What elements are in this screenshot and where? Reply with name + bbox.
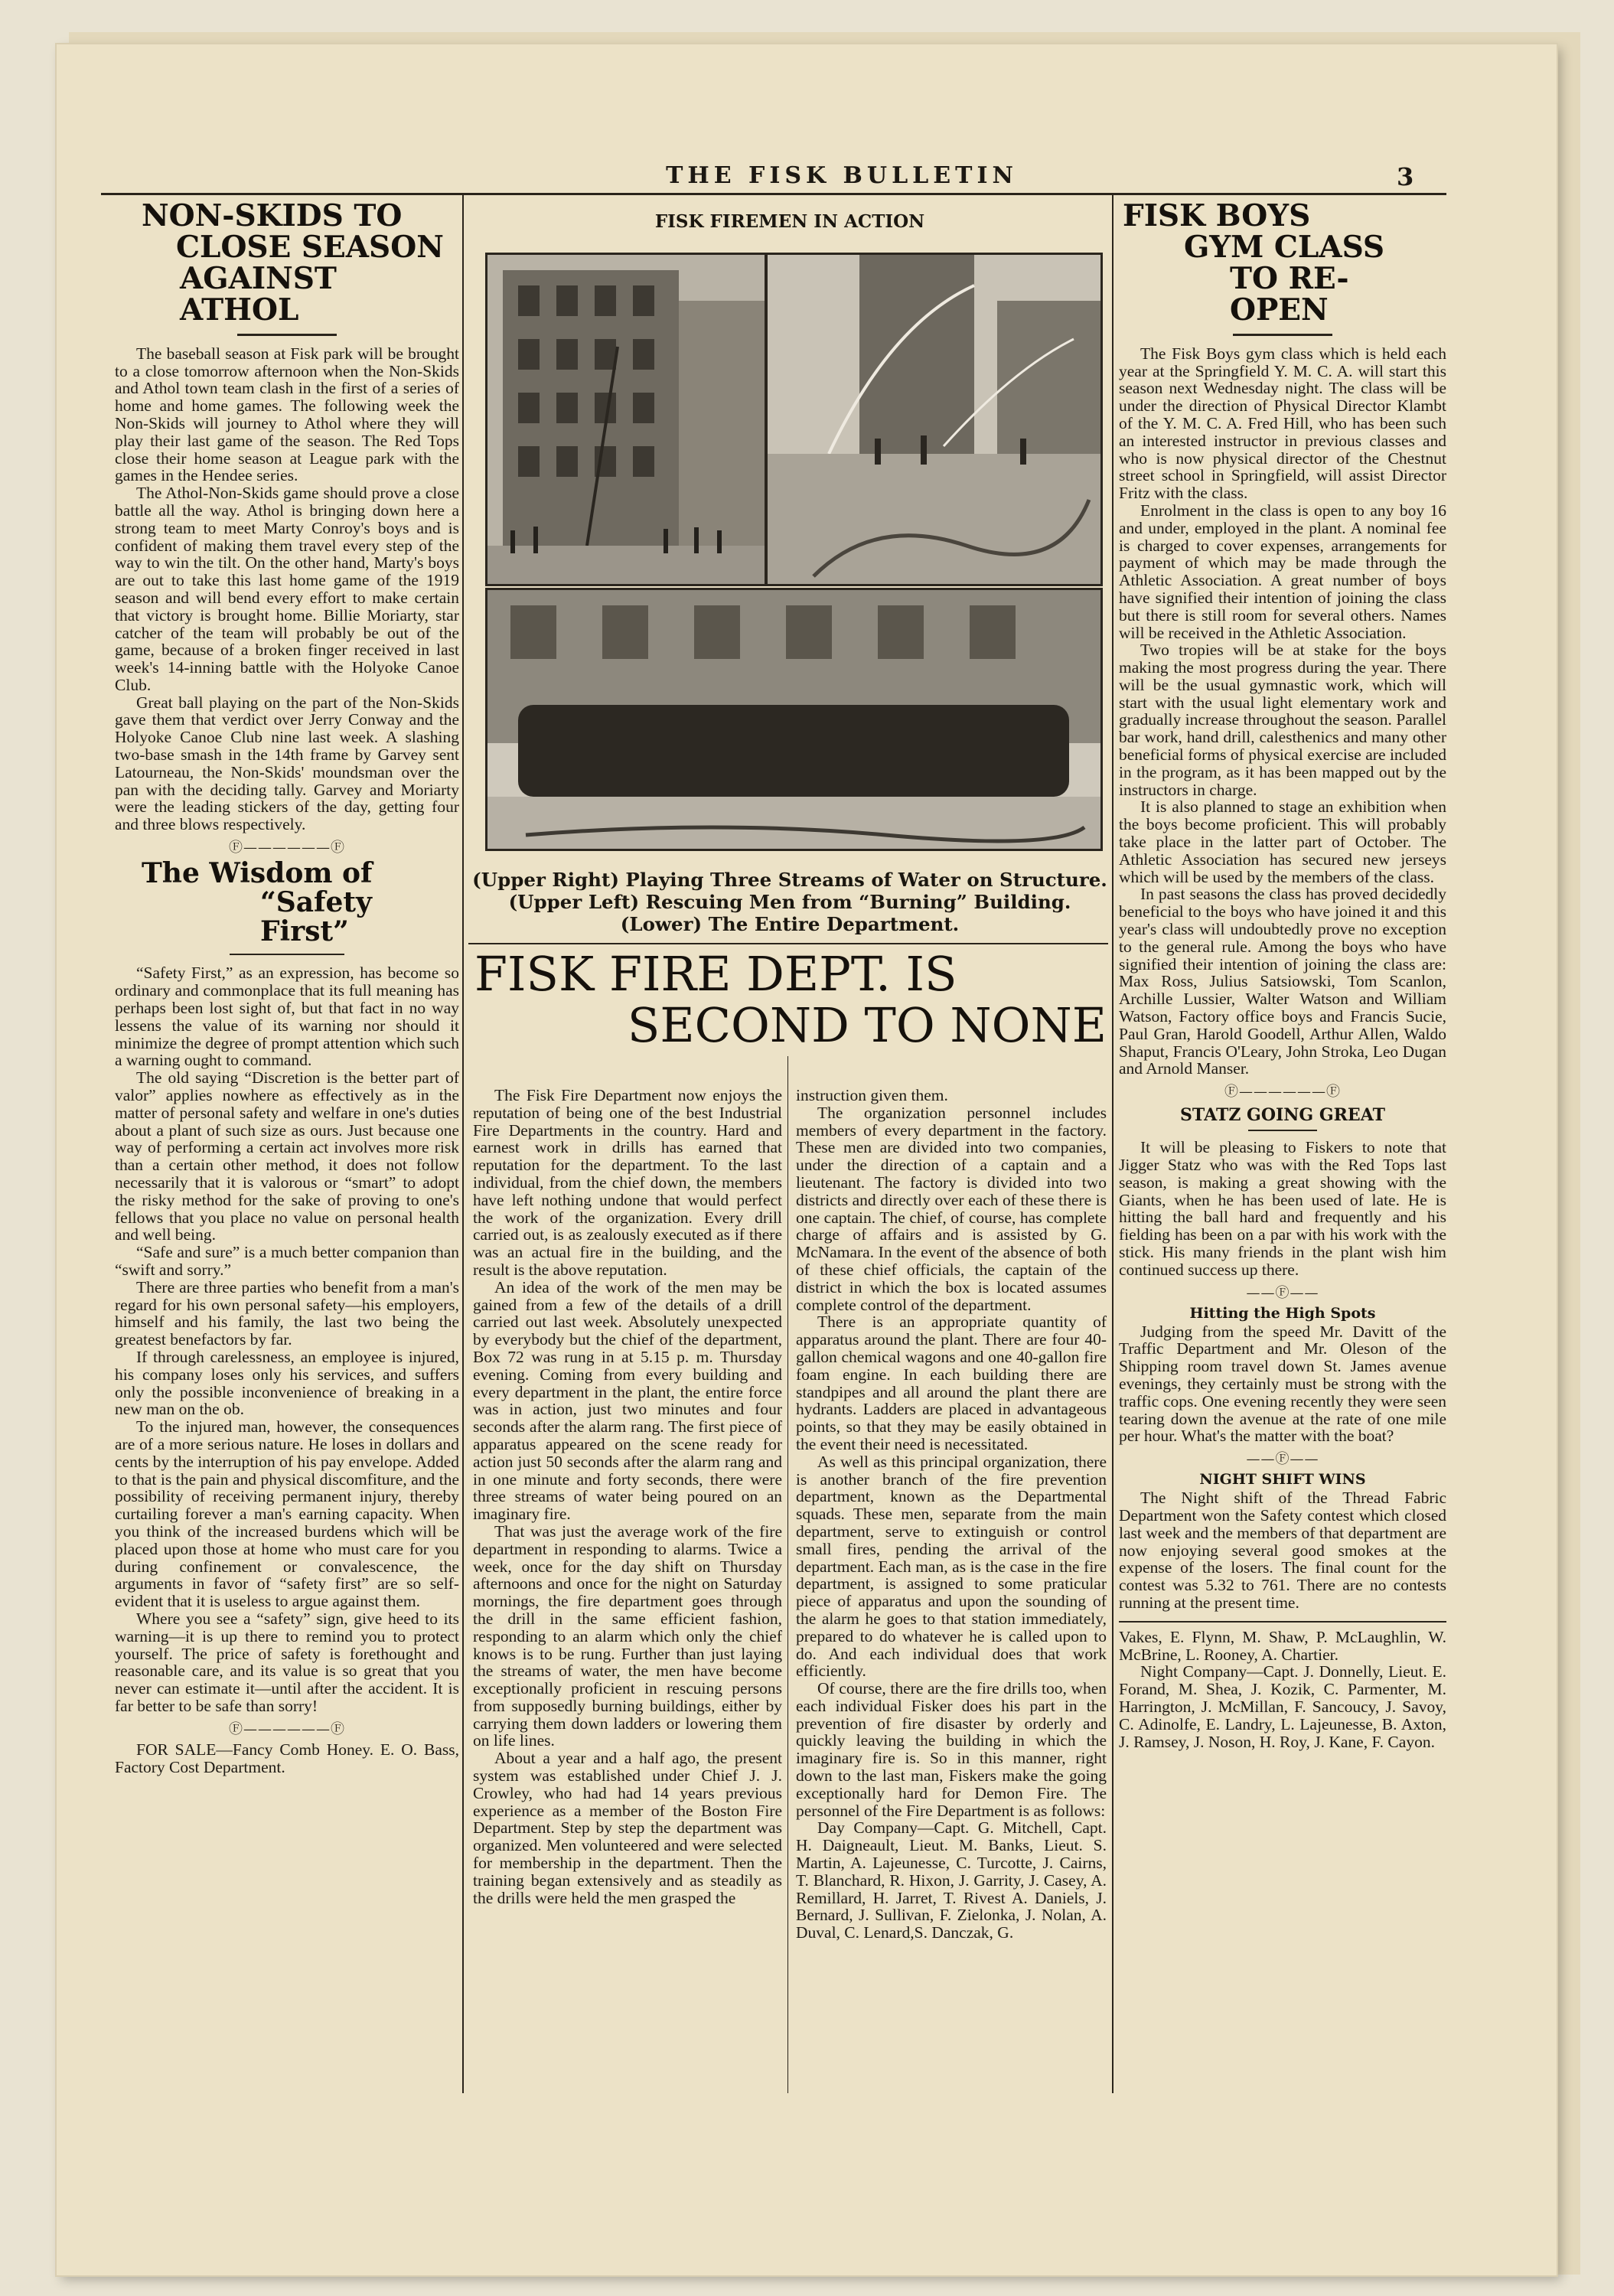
- paragraph: The Athol-Non-Skids game should prove a close battle all the way. Athol is bringing down here a strong team to meet Marty Conroy's boys and is confident of making them travel every step of the way to win the tilt. On the other hand, Marty's boys are out to take this last home game of the 1919 season and will bend every effort to make certain that victory is brought home. Billie Moriarty, star catcher of the team will probably be out of the game, because of a broken finger received in last week's 14-inning battle with the Holyoke Canoe Club.: [115, 484, 459, 694]
- masthead-rule: [101, 193, 1446, 195]
- paragraph: Day Company—Capt. G. Mitchell, Capt. H. Daigneault, Lieut. M. Banks, Lieut. S. Martin, A. Lajeunesse, C. Turcotte, J. Cairns, T. Blanchard, R. Hixon, J. Garrity, J. Casey, A. Remillard, H. Jarret, T. Rivest A. Daniels, J. Bernard, J. Sullivan, F. Zielonka, J. Nolan, A. Duval, C. Lenard,S. Danczak, G.: [796, 1818, 1107, 1942]
- paragraph: The old saying “Discretion is the better part of valor” applies nowhere as effectively as in the matter of personal safety and welfare in one's duties about a plant of such size as ours. Just because one way of performing a certain act involves more risk than a certain other method, it does not follow necessarily that it is valorous or “smart” to adopt the risky method for the sake of proving to one's fellows that you place no value on personal health and well being.: [115, 1068, 459, 1244]
- paragraph: About a year and a half ago, the present system was established under Chief J. J. Crowley, who had had 14 years previous experience as a member of the Boston Fire Department. Step by step the department was organized. Men volunteered and were selected for membership in the department. Then the training began extensively and as steadily as the drills were held the men grasped the: [473, 1749, 782, 1907]
- right-column: [1119, 198, 1446, 1751]
- gym-headline: [1119, 198, 1446, 328]
- caption-line: (Lower) The Entire Department.: [620, 913, 960, 935]
- paragraph: It will be pleasing to Fiskers to note that Jigger Statz who was with the Red Tops last season, is making a great showing with the Giants, when he has been used of late. He is hitting the ball hard and frequently and his fielding has been on a par with his work with the stick. His many friends in the plant wish him continued success up there.: [1119, 1138, 1446, 1279]
- fire-dept-article-col2: [796, 1087, 1107, 1942]
- safety-headline: [115, 859, 459, 946]
- paragraph: The baseball season at Fisk park will be brought to a close tomorrow afternoon when the Non-Skids and Athol town team clash in the first of a series of home and home games. The following week the Non-Skids will journey to Athol where they will play their last game of the season. The Red Tops close their home season at League park with the games in the Hendee series.: [115, 344, 459, 485]
- fire-dept-article-col1: [473, 1087, 782, 1906]
- classified-ad: [115, 1741, 459, 1776]
- paragraph: The Fisk Fire Department now enjoys the reputation of being one of the best Industrial Fire Departments in the country. Hard and earnest work in drills has earned that reputation for the department. To the last individual, from the chief down, the members have left nothing undone that would perfect the work of the organization. Every drill carried out, is as zealously executed as if there was an actual fire in the building, and the result is the above reputation.: [473, 1086, 782, 1279]
- high-spots-article: [1119, 1323, 1446, 1446]
- paragraph: Judging from the speed Mr. Davitt of the Traffic Department and Mr. Oleson of the Shipping room travel down St. James avenue evenings, they certainly must be strong with the traffic cops. One evening recently they were seen tearing down the avenue at the rate of one mile per hour. What's the matter with the boat?: [1119, 1322, 1446, 1446]
- headline-rule: [1248, 1130, 1317, 1131]
- safety-article: [115, 964, 459, 1714]
- paragraph: There are three parties who benefit from a man's regard for his own personal safety—his employers, himself and his family, the last two being the greatest benefactors by far.: [115, 1277, 459, 1349]
- photo-department: [485, 588, 1103, 851]
- paragraph: Vakes, E. Flynn, M. Shaw, P. McLaughlin, W. McBrine, L. Rooney, A. Chartier.: [1119, 1627, 1446, 1664]
- rescue-photo-illustration: [487, 255, 765, 584]
- paragraph: An idea of the work of the men may be gained from a few of the details of a drill carried out last week. Absolutely unexpected by everybody but the chief of the department, Box 72 was rung in at 5.15 p. m. Thursday evening. Coming from every building and every department in the plant, the entire force was in action, just two minutes and four seconds after the alarm rang. The first piece of apparatus appeared on the scene ready for action just 50 seconds after the alarm rang and in one minute and forty seconds, there were three streams of water being poured on an imaginary fire.: [473, 1277, 782, 1524]
- nonskids-article: [115, 345, 459, 833]
- headline-rule: [1233, 334, 1332, 336]
- paragraph: That was just the average work of the fire department in responding to alarms. Twice a week, once for the day shift on Thursday afternoons and once for the night on Saturday mornings, the fire department goes through the drill in the same efficient fashion, responding to an alarm which only the chief knows is to be rung. Further than just laying the streams of water, the men have become exceptionally proficient in rescuing persons from supposedly burning buildings, either by carrying them down ladders or lowering them on life lines.: [473, 1521, 782, 1750]
- masthead-title: THE FISK BULLETIN: [666, 162, 1018, 189]
- paragraph: instruction given them.: [796, 1086, 948, 1104]
- photo-title: FISK FIREMEN IN ACTION: [654, 211, 925, 232]
- section-separator: Ⓕ——————Ⓕ: [229, 1720, 345, 1737]
- headline-line: FISK BOYS: [1123, 198, 1311, 233]
- paragraph: The organization personnel includes members of every department in the factory. These men are divided into two companies, under the direction of a captain and a lieutenant. The factory is divided into two districts and directly over each of these there is one captain. The chief, of course, has complete charge of affairs and is assisted by G. McNamara. In the event of the absence of both of these chief officials, the captain of the district in which the box is located assumes complete control of the department.: [796, 1103, 1107, 1314]
- column-rule-center: [787, 1056, 788, 2093]
- column-rule-left: [462, 195, 464, 2093]
- photo-streams: [765, 253, 1103, 586]
- section-separator: ——Ⓕ——: [1246, 1284, 1319, 1301]
- statz-article: [1119, 1139, 1446, 1278]
- night-shift-article: [1119, 1489, 1446, 1612]
- paragraph: “Safety First,” as an expression, has become so ordinary and commonplace that its full meaning has perhaps been lost sight of, but that fact in no way lessens the value of its warning nor should it minimize the degree of prompt attention which such a warning ought to command.: [115, 964, 459, 1070]
- paragraph: Enrolment in the class is open to any boy 16 and under, employed in the plant. A nominal fee is charged to cover expenses, arrangements for payment of which may be made through the Athletic Association. A great number of boys have signified their intention of joining the class but there is still room for several others. Names will be received in the Athletic Association.: [1119, 501, 1446, 642]
- department-photo-illustration: [487, 590, 1100, 849]
- headline-line: GYM CLASS: [1184, 229, 1385, 265]
- paragraph: The Fisk Boys gym class which is held each year at the Springfield Y. M. C. A. will start this season next Wednesday night. The class will be under the direction of Physical Director Klambt of the Y. M. C. A. Fred Hill, who has been such an interested instructor in previous classes and who is now physical director of the Chestnut street school in Springfield, will assist Director Fritz with the class.: [1119, 344, 1446, 503]
- night-shift-headline: NIGHT SHIFT WINS: [1199, 1471, 1366, 1489]
- paragraph: “Safe and sure” is a much better companion than “swift and sorry.”: [115, 1243, 459, 1279]
- headline-line: The Wisdom of: [142, 857, 373, 890]
- headline-line: NON-SKIDS TO: [142, 198, 403, 233]
- paragraph: To the injured man, however, the consequences are of a more serious nature. He loses in dollars and cents by the interruption of his pay envelope. Added to that is the pain and physical discomfiture, and the possibility of receiving permanent injury, thereby curtailing forever a man's earning capacity. When you think of the increased burdens which will be placed upon those at home who must care for you during confinement or convalescence, the arguments in favor of “safety first” are so self-evident that it is useless to argue against them.: [115, 1417, 459, 1611]
- fire-dept-headline: [468, 946, 1111, 1053]
- page-number: 3: [1397, 162, 1414, 191]
- column-rule-right: [1112, 195, 1113, 2093]
- paragraph: Of course, there are the fire drills too, when each individual Fisker does his part in the prevention of fire disaster by orderly and quickly leaving the building in which the imaginary fire is. So in this manner, right down to the last man, Fiskers make the going exceptionally hard for Demon Fire. The personnel of the Fire Department is as follows:: [796, 1679, 1107, 1820]
- section-separator: Ⓕ——————Ⓕ: [229, 840, 345, 856]
- headline-line: TO RE-OPEN: [1230, 260, 1349, 328]
- paragraph: As well as this principal organization, there is another branch of the fire prevention department, known as the Departmental squads. These men, separate from the main department, serve to extinguish or control small fires, pending the arrival of the department. Each man, as is the case in the fire department, is assigned to some praticular piece of apparatus and upon the sounding of the alarm he goes to that station immediately, prepared to do whatever he is called upon to do. And each individual does that work efficiently.: [796, 1452, 1107, 1681]
- headline-line: SECOND TO NONE: [627, 996, 1107, 1053]
- statz-headline: STATZ GOING GREAT: [1180, 1105, 1385, 1126]
- paragraph: If through carelessness, an employee is injured, his company loses only his services, and suffers only the possible inconvenience of breaking in a new man on the ob.: [115, 1347, 459, 1419]
- section-separator: Ⓕ——————Ⓕ: [1224, 1084, 1341, 1101]
- paragraph: FOR SALE—Fancy Comb Honey. E. O. Bass, Factory Cost Department.: [115, 1740, 459, 1776]
- headline-line: “Safety First”: [260, 885, 372, 947]
- paragraph: Two tropies will be at stake for the boys making the most progress during the year. There will be the usual gymnastic work, which will start with the usual light elementary work and gradually increase throughout the season. Parallel bar work, hand drill, calesthenics and many other beneficial forms of physical exercise are included in the program, as it has been mapped out by the instructors in charge.: [1119, 641, 1446, 799]
- left-column: [115, 198, 459, 1776]
- headline-rule: [230, 954, 344, 955]
- photo-caption: [468, 869, 1111, 935]
- headline-line: FISK FIRE DEPT. IS: [474, 946, 957, 1002]
- headline-line: AGAINST ATHOL: [180, 260, 337, 328]
- streams-photo-illustration: [768, 255, 1100, 584]
- gym-article: [1119, 345, 1446, 1078]
- paragraph: Great ball playing on the part of the Non-Skids gave them that verdict over Jerry Conway and the Holyoke Canoe Club nine last week. A slashing two-base smash in the 14th frame by Garvey sent Latourneau, the Non-Skids' moundsman over the pan with the deciding tally. Garvey and Moriarty were the leading stickers of the day, getting four and three blows respectively.: [115, 693, 459, 834]
- paragraph: The Night shift of the Thread Fabric Department won the Safety contest which closed last week and the members of that department are now enjoying several good smokes at the expense of the losers. The final count for the contest was 5.32 to 761. There are no contests running at the present time.: [1119, 1489, 1446, 1612]
- fire-dept-continued: [1119, 1629, 1446, 1751]
- caption-line: (Upper Right) Playing Three Streams of Water on Structure.: [472, 869, 1107, 891]
- continuation-rule: [1119, 1621, 1446, 1623]
- photo-rescue: [485, 253, 767, 586]
- section-separator: ——Ⓕ——: [1246, 1451, 1319, 1468]
- paragraph: Where you see a “safety” sign, give heed to its warning—it is up there to remind you to protect yourself. The price of safety is forethought and reasonable care, and its value is so great that you never can estimate it—until after the accident. It is far better to be safe than sorry!: [115, 1609, 459, 1715]
- headline-line: CLOSE SEASON: [176, 229, 444, 265]
- headline-rule: [237, 334, 337, 336]
- paragraph: It is also planned to stage an exhibition when the boys become proficient. This will probably take place in the latter part of October. The Athletic Association has secured new jerseys which will be used by the members of the class.: [1119, 797, 1446, 886]
- paragraph: In past seasons the class has proved decidedly beneficial to the boys who have joined it and this year's class will undoubtedly prove no exception to the general rule. Among the boys who have signified their intention of joining the class are: Max Ross, Julius Satsiowski, Tom Scanlon, Archille Lussier, Walter Watson and William Watson, Factory office boys and Francis Sucie, Paul Gran, Harold Goodell, Arthur Allen, Waldo Shaput, Francis O'Leary, John Stroka, Leo Dugan and Arnold Manser.: [1119, 885, 1446, 1078]
- high-spots-headline: Hitting the High Spots: [1189, 1304, 1376, 1322]
- nonskids-headline: [115, 198, 459, 328]
- paragraph: There is an appropriate quantity of apparatus around the plant. There are four 40-gallon chemical wagons and one 40-gallon fire foam engine. In each building there are standpipes and all around the plant there are hydrants. Ladders are placed in advantageous points, so that they may be easily obtained in the event their need is necessitated.: [796, 1313, 1107, 1453]
- paragraph: Night Company—Capt. J. Donnelly, Lieut. E. Forand, M. Shea, J. Kozik, C. Parmenter, M. Harrington, J. McMillan, F. Sancoucy, J. Savoy, C. Adinolfe, E. Landry, L. Lajeunesse, B. Axton, J. Ramsey, J. Noson, H. Roy, J. Kane, F. Cayon.: [1119, 1662, 1446, 1751]
- caption-rule: [468, 943, 1108, 944]
- caption-line: (Upper Left) Rescuing Men from “Burning” Building.: [508, 891, 1071, 913]
